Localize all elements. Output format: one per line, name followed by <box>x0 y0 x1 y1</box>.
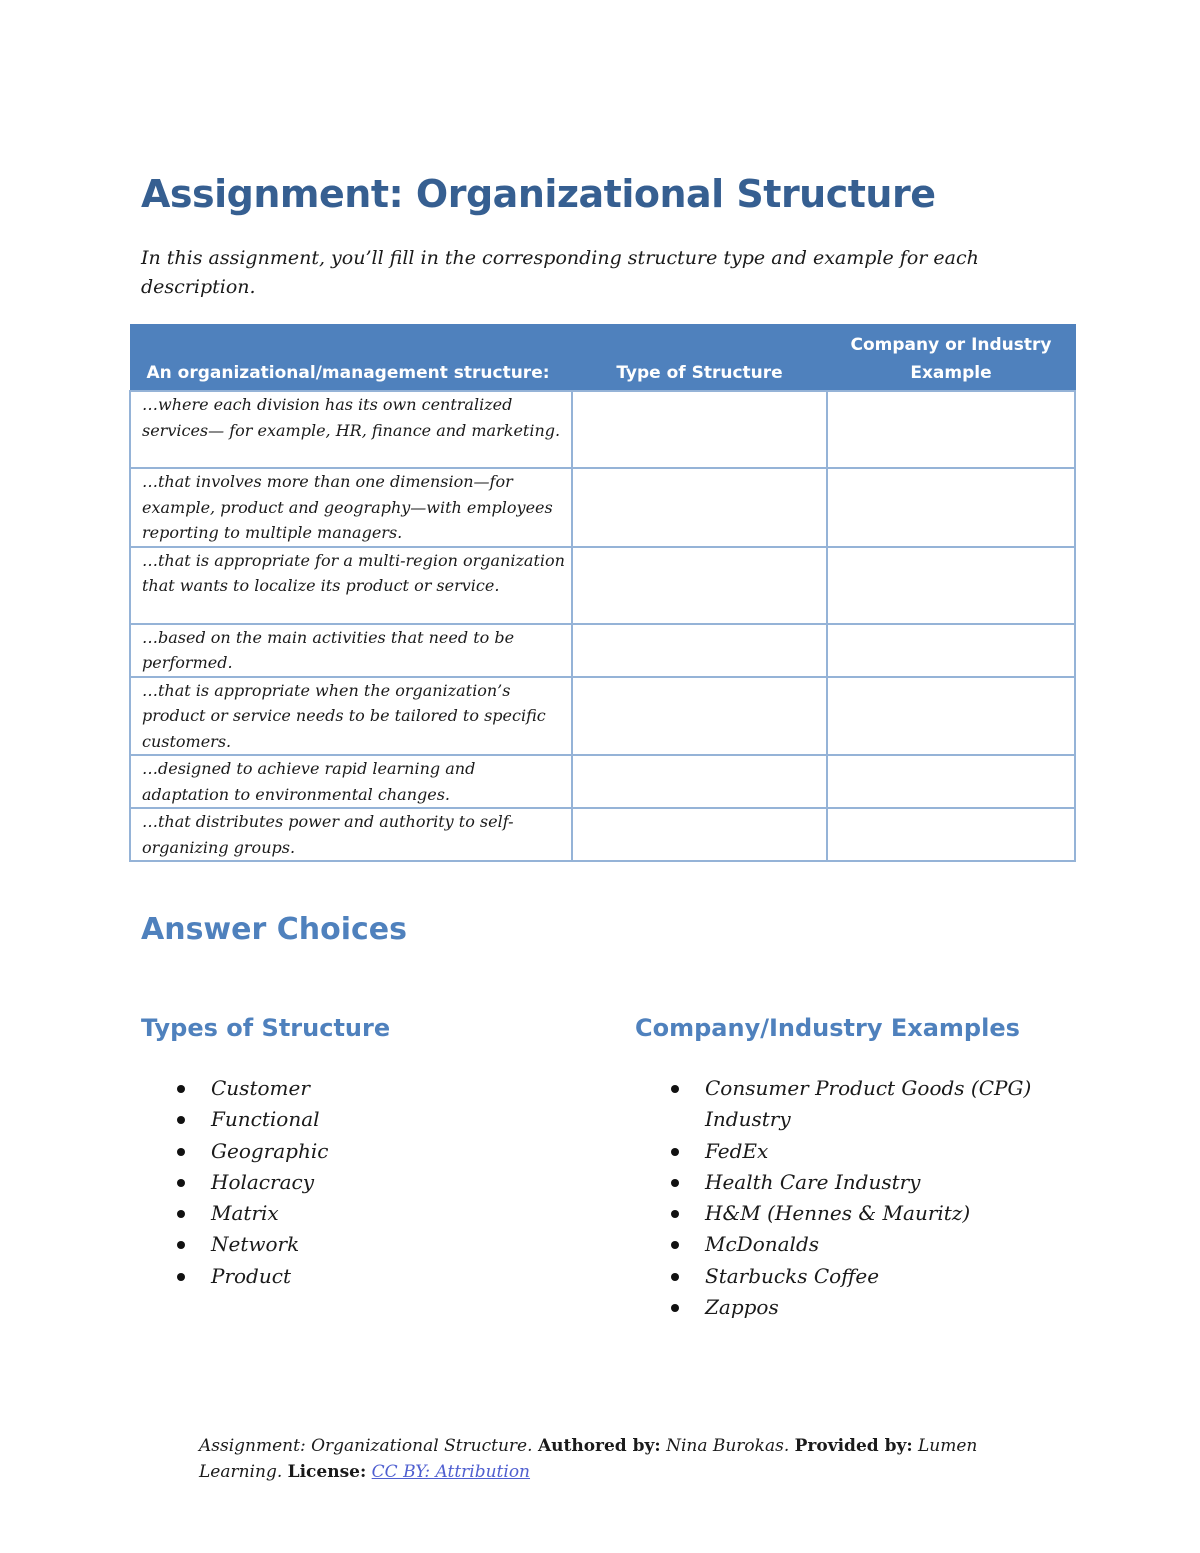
header-type-of-structure: Type of Structure <box>572 325 827 392</box>
type-answer-cell[interactable] <box>572 547 827 624</box>
footer-author: Nina Burokas. <box>666 1436 790 1456</box>
type-answer-cell[interactable] <box>572 755 827 808</box>
table-row <box>130 468 1075 547</box>
license-link[interactable]: CC BY: Attribution <box>371 1461 531 1482</box>
type-answer-cell[interactable] <box>572 677 827 756</box>
table-row <box>130 755 1075 808</box>
row-description: …based on the main activities that need to be performed. <box>130 624 572 677</box>
intro-text: In this assignment, you’ll fill in the corresponding structure type and example for each description. <box>141 247 979 298</box>
table-row <box>130 808 1075 861</box>
footer-authored-label: Authored by: <box>537 1436 661 1456</box>
row-description: …that involves more than one dimension—for example, product and geography—with employees reporting to multiple managers. <box>130 468 572 547</box>
footer-provided-label: Provided by: <box>794 1436 913 1456</box>
list-item: Zappos <box>635 1292 1035 1323</box>
table-row <box>130 391 1075 468</box>
example-answer-cell[interactable] <box>827 677 1075 756</box>
types-list <box>141 1073 581 1292</box>
list-item: Consumer Product Goods (CPG) Industry <box>635 1073 1035 1136</box>
page-title: Assignment: Organizational Structure <box>141 172 936 216</box>
types-heading: Types of Structure <box>141 1014 391 1042</box>
example-answer-cell[interactable] <box>827 547 1075 624</box>
list-item: Starbucks Coffee <box>635 1261 1035 1292</box>
footer-work-title: Assignment: Organizational Structure. <box>199 1436 533 1456</box>
type-answer-cell[interactable] <box>572 468 827 547</box>
header-description: An organizational/management structure: <box>130 325 572 392</box>
example-answer-cell[interactable] <box>827 755 1075 808</box>
row-description: …that is appropriate for a multi-region organization that wants to localize its product or service. <box>130 547 572 624</box>
examples-heading: Company/Industry Examples <box>635 1014 1020 1042</box>
table-row <box>130 547 1075 624</box>
footer-provider: Lumen Learning. <box>199 1436 978 1482</box>
example-answer-cell[interactable] <box>827 468 1075 547</box>
table-header-row <box>130 325 1075 392</box>
row-description: …that distributes power and authority to self-organizing groups. <box>130 808 572 861</box>
examples-list <box>635 1073 1035 1323</box>
example-answer-cell[interactable] <box>827 624 1075 677</box>
list-item: Geographic <box>141 1136 581 1167</box>
list-item: Network <box>141 1229 581 1260</box>
header-company-example: Company or Industry Example <box>827 325 1075 392</box>
type-answer-cell[interactable] <box>572 624 827 677</box>
structure-table <box>129 324 1076 862</box>
list-item: Health Care Industry <box>635 1167 1035 1198</box>
list-item: Holacracy <box>141 1167 581 1198</box>
list-item: Functional <box>141 1104 581 1135</box>
list-item: Product <box>141 1261 581 1292</box>
attribution-footer <box>199 1434 1019 1485</box>
table-row <box>130 624 1075 677</box>
type-answer-cell[interactable] <box>572 808 827 861</box>
example-answer-cell[interactable] <box>827 808 1075 861</box>
list-item: Customer <box>141 1073 581 1104</box>
list-item: H&M (Hennes & Mauritz) <box>635 1198 1035 1229</box>
row-description: …designed to achieve rapid learning and adaptation to environmental changes. <box>130 755 572 808</box>
row-description: …where each division has its own centralized services— for example, HR, finance and marketing. <box>130 391 572 468</box>
row-description: …that is appropriate when the organization’s product or service needs to be tailored to specific customers. <box>130 677 572 756</box>
list-item: McDonalds <box>635 1229 1035 1260</box>
example-answer-cell[interactable] <box>827 391 1075 468</box>
list-item: Matrix <box>141 1198 581 1229</box>
table-row <box>130 677 1075 756</box>
answer-choices-heading: Answer Choices <box>141 912 407 947</box>
type-answer-cell[interactable] <box>572 391 827 468</box>
footer-license-label: License: <box>287 1461 367 1482</box>
list-item: FedEx <box>635 1136 1035 1167</box>
